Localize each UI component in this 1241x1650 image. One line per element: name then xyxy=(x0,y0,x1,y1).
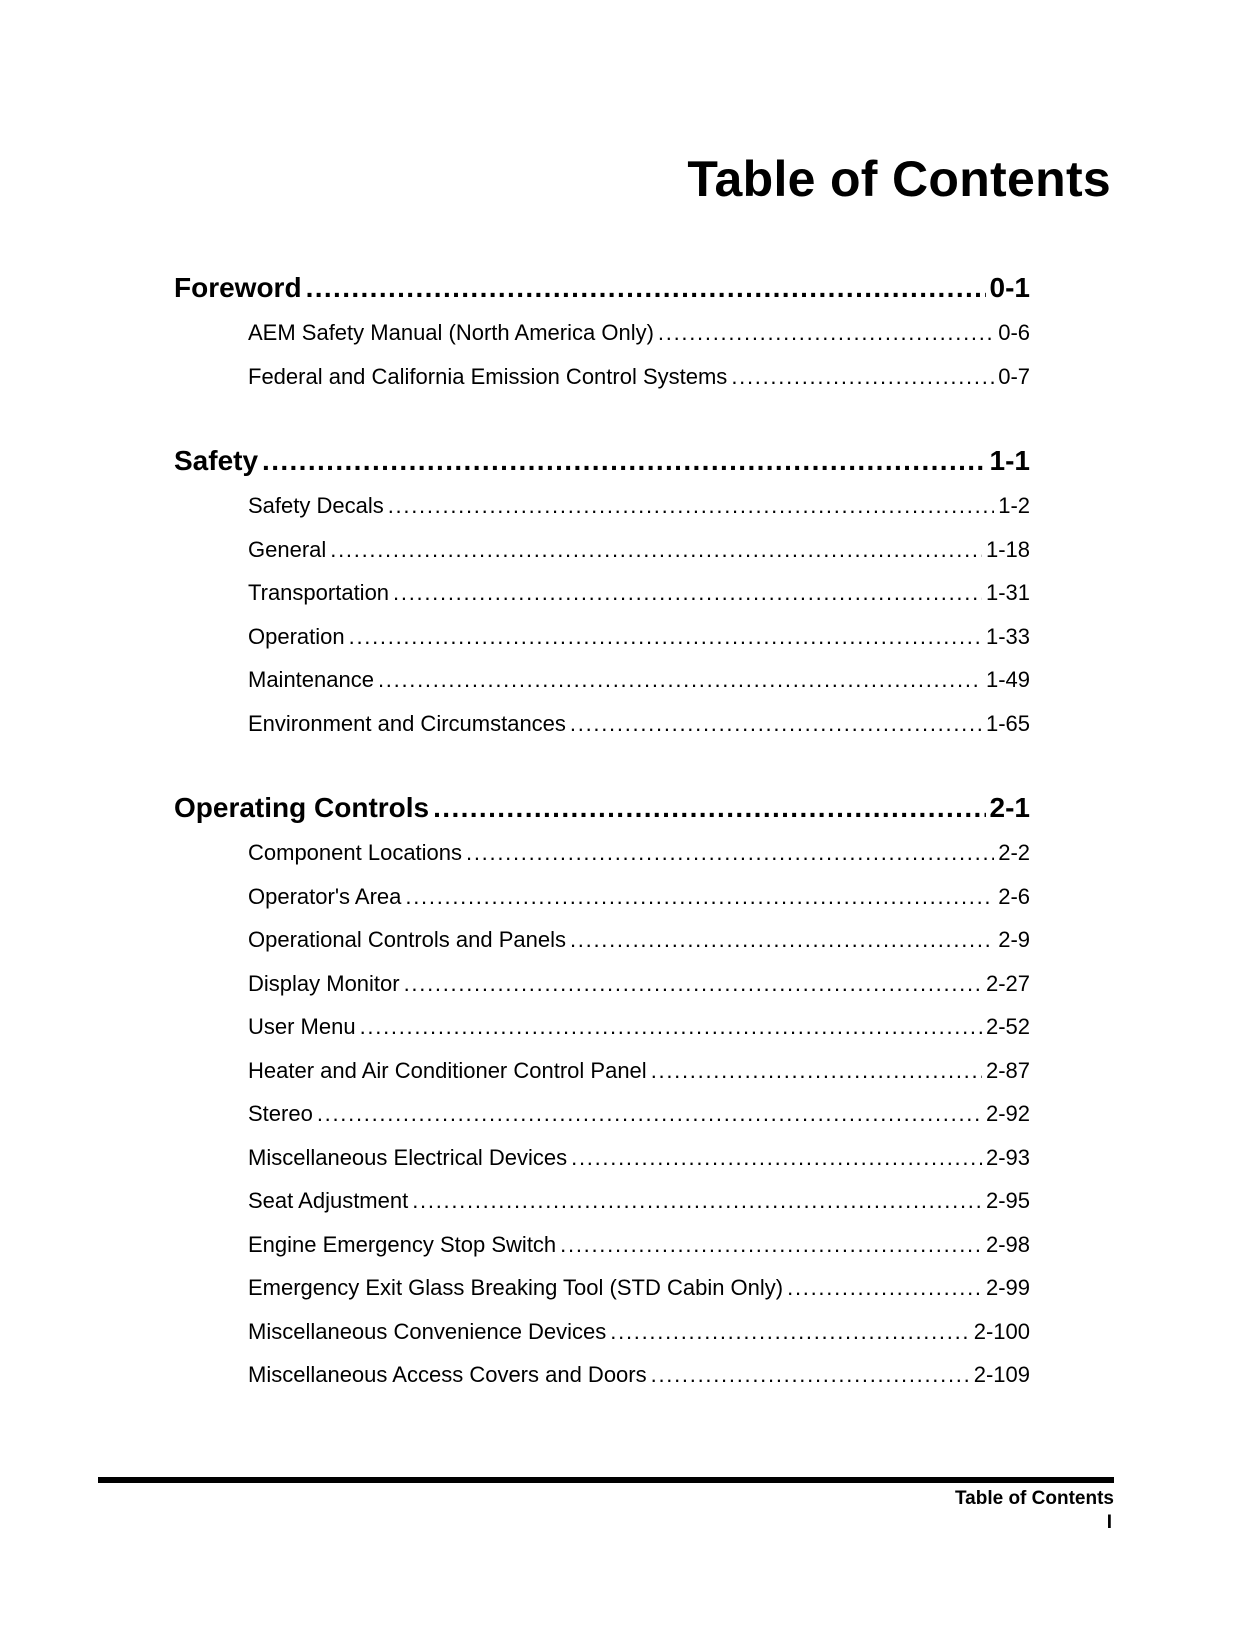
toc-heading-label: Safety xyxy=(174,445,259,476)
toc-entry[interactable] xyxy=(174,571,1030,615)
toc-heading-page: 2-1 xyxy=(989,792,1030,823)
toc-entry-label: Operator's Area xyxy=(248,883,402,909)
toc-heading-label: Foreword xyxy=(174,272,302,303)
toc-entry-label: AEM Safety Manual (North America Only) xyxy=(248,320,654,345)
dot-leader xyxy=(560,1223,982,1267)
dot-leader xyxy=(404,962,982,1006)
dot-leader xyxy=(330,528,982,572)
toc-entry-page: 2-27 xyxy=(985,970,1030,996)
toc-entry-label: Miscellaneous Convenience Devices xyxy=(248,1318,607,1344)
toc-entry-label: Safety Decals xyxy=(248,493,384,518)
toc-entry-label: Federal and California Emission Control Systems xyxy=(248,363,728,389)
table-of-contents xyxy=(174,265,1030,1437)
toc-entry-page: 1-49 xyxy=(985,667,1030,692)
toc-heading-page: 0-1 xyxy=(989,272,1030,303)
toc-entry[interactable] xyxy=(174,1005,1030,1049)
toc-heading-safety[interactable] xyxy=(174,438,1030,484)
toc-heading-foreword[interactable] xyxy=(174,265,1030,311)
toc-entry-label: Maintenance xyxy=(248,667,374,692)
dot-leader xyxy=(360,1005,982,1049)
footer-rule xyxy=(98,1477,1114,1483)
toc-entry[interactable] xyxy=(174,918,1030,962)
toc-entry[interactable] xyxy=(174,658,1030,702)
toc-entry-page: 2-109 xyxy=(973,1362,1030,1387)
toc-entry-label: Heater and Air Conditioner Control Panel xyxy=(248,1057,647,1083)
toc-entry-label: Operation xyxy=(248,623,345,649)
toc-entry[interactable] xyxy=(174,355,1030,399)
dot-leader xyxy=(262,438,985,484)
dot-leader xyxy=(651,1353,970,1397)
toc-heading-operating-controls[interactable] xyxy=(174,785,1030,831)
toc-entry[interactable] xyxy=(174,311,1030,355)
toc-entry-page: 0-7 xyxy=(998,363,1030,389)
dot-leader xyxy=(433,785,985,831)
toc-section-safety xyxy=(174,438,1030,745)
dot-leader xyxy=(571,1136,982,1180)
dot-leader xyxy=(349,615,982,659)
toc-entry-page: 2-98 xyxy=(985,1231,1030,1257)
dot-leader xyxy=(412,1179,982,1223)
toc-section-operating-controls xyxy=(174,785,1030,1397)
toc-entry-label: Environment and Circumstances xyxy=(248,710,566,736)
dot-leader xyxy=(610,1310,969,1354)
toc-heading-page: 1-1 xyxy=(989,445,1030,476)
toc-entry[interactable] xyxy=(174,528,1030,572)
dot-leader xyxy=(306,265,986,311)
toc-entry-page: 2-93 xyxy=(985,1144,1030,1170)
toc-entry-label: Miscellaneous Electrical Devices xyxy=(248,1144,568,1170)
toc-entry-label: Engine Emergency Stop Switch xyxy=(248,1231,557,1257)
toc-entry[interactable] xyxy=(174,1310,1030,1354)
toc-entry[interactable] xyxy=(174,615,1030,659)
toc-entry[interactable] xyxy=(174,831,1030,875)
toc-entry-page: 2-6 xyxy=(998,883,1030,909)
dot-leader xyxy=(570,702,982,746)
toc-entry-page: 2-100 xyxy=(973,1318,1030,1344)
toc-entry[interactable] xyxy=(174,1136,1030,1180)
toc-entry-label: General xyxy=(248,536,327,562)
toc-entry[interactable] xyxy=(174,1266,1030,1310)
toc-entry-page: 2-99 xyxy=(985,1275,1030,1300)
toc-entry[interactable] xyxy=(174,1049,1030,1093)
dot-leader xyxy=(393,571,982,615)
toc-entry-page: 2-87 xyxy=(985,1057,1030,1083)
toc-entry-label: Display Monitor xyxy=(248,970,400,996)
toc-entry-page: 1-65 xyxy=(985,710,1030,736)
toc-entry-page: 2-52 xyxy=(985,1014,1030,1039)
toc-entry[interactable] xyxy=(174,962,1030,1006)
toc-entry[interactable] xyxy=(174,1092,1030,1136)
toc-entry-label: Stereo xyxy=(248,1101,313,1126)
toc-entry-label: Operational Controls and Panels xyxy=(248,927,566,952)
toc-entry-page: 1-33 xyxy=(985,623,1030,649)
toc-entry-label: Transportation xyxy=(248,580,390,605)
toc-entry-page: 1-18 xyxy=(985,536,1030,562)
toc-entry[interactable] xyxy=(174,1223,1030,1267)
dot-leader xyxy=(651,1049,982,1093)
toc-entry-label: Miscellaneous Access Covers and Doors xyxy=(248,1362,647,1387)
toc-entry-label: Emergency Exit Glass Breaking Tool (STD Cabin Only) xyxy=(248,1275,784,1300)
toc-entry[interactable] xyxy=(174,702,1030,746)
toc-entry-label: Seat Adjustment xyxy=(248,1188,409,1213)
toc-entry-label: Component Locations xyxy=(248,840,463,865)
toc-entry[interactable] xyxy=(174,1353,1030,1397)
toc-heading-label: Operating Controls xyxy=(174,792,430,823)
toc-entry-page: 2-95 xyxy=(985,1188,1030,1213)
dot-leader xyxy=(731,355,994,399)
dot-leader xyxy=(405,875,994,919)
dot-leader xyxy=(466,831,994,875)
toc-entry-label: User Menu xyxy=(248,1014,356,1039)
dot-leader xyxy=(378,658,982,702)
toc-entry[interactable] xyxy=(174,875,1030,919)
toc-entry-page: 2-92 xyxy=(985,1101,1030,1126)
toc-section-foreword xyxy=(174,265,1030,398)
toc-entry[interactable] xyxy=(174,1179,1030,1223)
toc-entry[interactable] xyxy=(174,484,1030,528)
footer-page-number: I xyxy=(1106,1512,1112,1533)
toc-entry-page: 2-9 xyxy=(998,927,1030,952)
toc-entry-page: 1-2 xyxy=(998,493,1030,518)
dot-leader xyxy=(658,311,994,355)
footer-title: Table of Contents xyxy=(954,1488,1114,1509)
page-title: Table of Contents xyxy=(687,151,1111,207)
toc-entry-page: 0-6 xyxy=(998,320,1030,345)
dot-leader xyxy=(317,1092,982,1136)
toc-entry-page: 2-2 xyxy=(998,840,1030,865)
dot-leader xyxy=(570,918,994,962)
dot-leader xyxy=(787,1266,982,1310)
dot-leader xyxy=(388,484,994,528)
toc-entry-page: 1-31 xyxy=(985,580,1030,605)
